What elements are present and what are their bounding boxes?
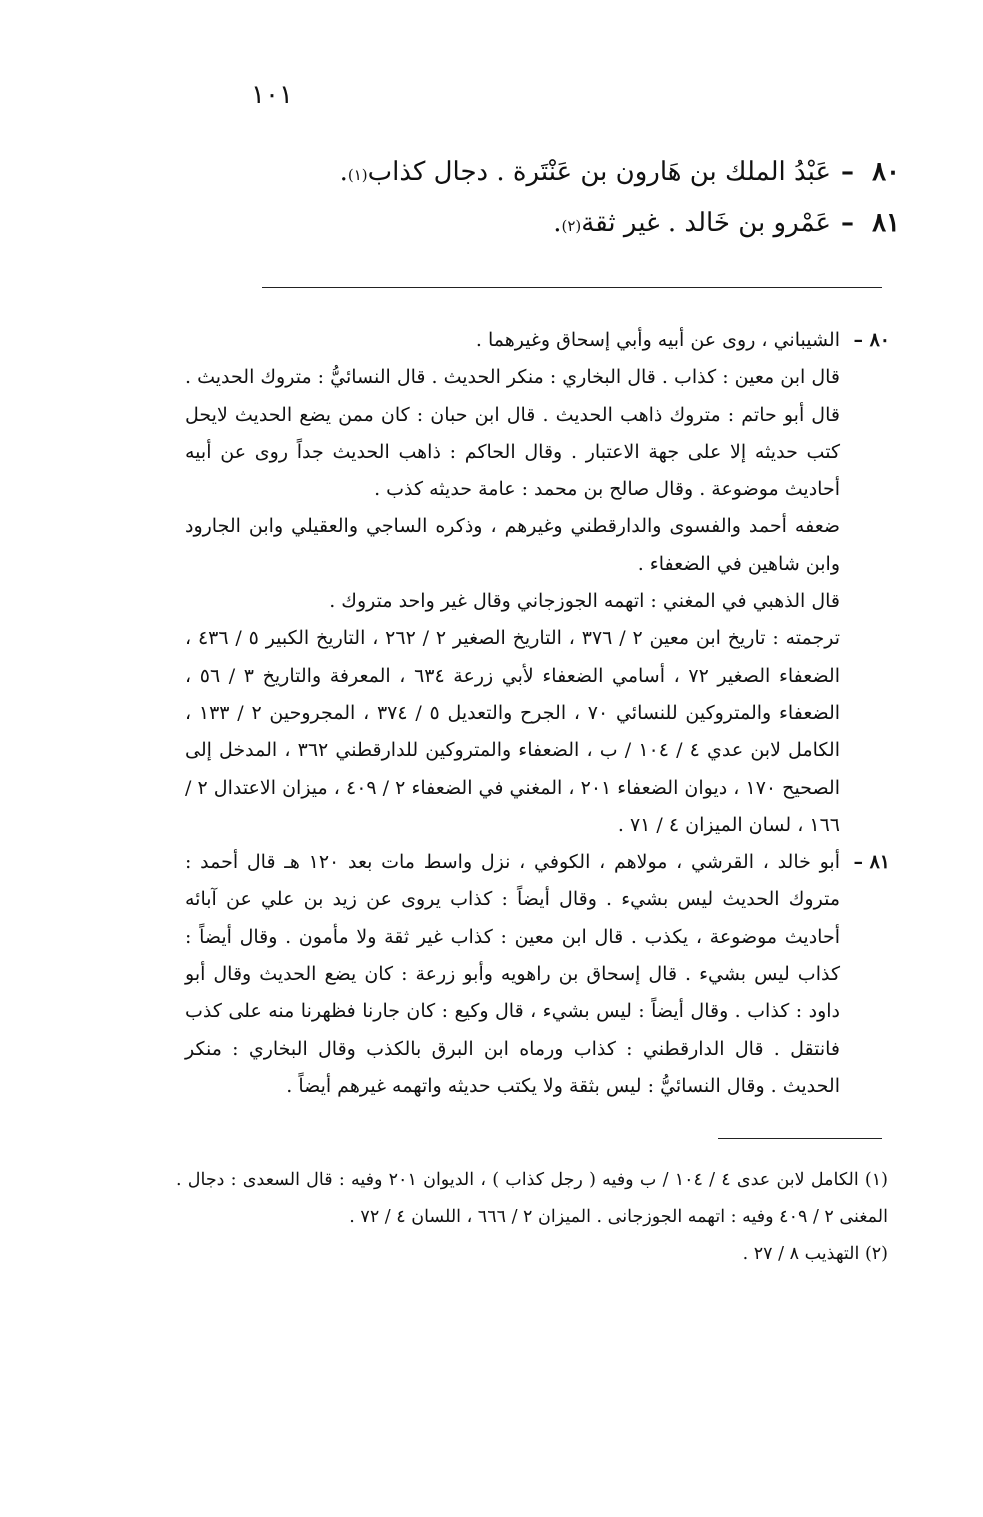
note-line: قال ابن معين : كذاب . قال البخاري : منكر الحديث . قال النسائيُّ : متروك الحديث . [185,366,840,389]
entry-dash: – [841,157,854,187]
footnotes [176,1162,888,1273]
entry-text: عَمْرو بن خَالد . غير ثقة [581,208,831,238]
entry-end: . [553,208,562,238]
note-81 [185,844,890,1105]
footnote-1: (١) الكامل لابن عدى ٤ / ١٠٤ / ب وفيه ( رجل كذاب ) ، الديوان ٢٠١ وفيه : قال السعدى : دجال . المغنى ٢ / ٤٠٩ وفيه : اتهمه الجوزجانى . الميزان ٢ / ٦٦٦ ، اللسان ٤ / ٧٢ . [176,1170,888,1227]
note-line: أبو خالد ، القرشي ، مولاهم ، الكوفي ، نزل واسط مات بعد ١٢٠ هـ قال أحمد : متروك الحديث ليس بشيء . وقال أيضاً : كذاب يروى عن زيد بن علي عن آبائه أحاديث موضوعة ، يكذب . قال ابن معين : كذاب غير ثقة ولا مأمون . وقال أيضاً : كذاب ليس بشيء . قال إسحاق بن راهويه وأبو زرعة : كان يضع الحديث وقال أبو داود : كذاب . وقال أيضاً : ليس بشيء ، قال وكيع : كان جارنا فظهرنا منه على كذب فانتقل . قال الدارقطني : كذاب ورماه ابن البرق بالكذب وقال البخاري : منكر الحديث . وقال النسائيُّ : ليس بثقة ولا يكتب حديثه واتهمه غيرهم أيضاً . [185,851,840,1097]
note-line: ضعفه أحمد والفسوى والدارقطني وغيرهم ، وذكره الساجي والعقيلي وابن الجارود وابن شاهين في الضعفاء . [185,515,840,575]
section-divider [262,287,882,288]
entry-number: ٨٠ [872,157,900,187]
note-line: قال أبو حاتم : متروك ذاهب الحديث . قال ابن حبان : كان ممن يضع الحديث لايحل كتب حديثه إلا على جهة الاعتبار . وقال الحاكم : ذاهب الحديث جداً روى عن أبيه أحاديث موضوعة . وقال صالح بن محمد : عامة حديثه كذب . [185,403,840,501]
note-80 [185,322,890,844]
entry-80 [300,148,900,199]
entry-text: عَبْدُ الملك بن هَارون بن عَنْتَرة . دجال كذاب [367,157,831,187]
footnote-ref: (٢) [561,217,582,235]
note-number: ٨٠ – [853,329,890,351]
entry-dash: – [841,208,854,238]
footnote-2: (٢) التهذيب ٨ / ٢٧ . [742,1244,888,1264]
footnote-ref: (١) [347,166,368,184]
entry-81 [300,199,900,250]
entry-number: ٨١ [872,208,900,238]
commentary-notes [185,322,890,1105]
note-line: قال الذهبي في المغني : اتهمه الجوزجاني وقال غير واحد متروك . [329,590,840,613]
page-number: ١٠١ [251,80,293,110]
note-line: ترجمته : تاريخ ابن معين ٢ / ٣٧٦ ، التاريخ الصغير ٢ / ٢٦٢ ، التاريخ الكبير ٥ / ٤٣٦ ، الضعفاء الصغير ٧٢ ، أسامي الضعفاء لأبي زرعة ٦٣٤ ، المعرفة والتاريخ ٣ / ٥٦ ، الضعفاء والمتروكين للنسائي ٧٠ ، الجرح والتعديل ٥ / ٣٧٤ ، المجروحين ٢ / ١٣٣ ، الكامل لابن عدي ٤ / ١٠٤ / ب ، الضعفاء والمتروكين للدارقطني ٣٦٢ ، المدخل إلى الصحيح ١٧٠ ، ديوان الضعفاء ٢٠١ ، المغني في الضعفاء ٢ / ٤٠٩ ، ميزان الاعتدال ٢ / ١٦٦ ، لسان الميزان ٤ / ٧١ . [185,627,841,836]
entry-end: . [339,157,348,187]
footnote-divider [718,1138,882,1139]
note-number: ٨١ – [853,851,890,874]
note-line: الشيباني ، روى عن أبيه وأبي إسحاق وغيرهما . [475,329,840,351]
main-entries [300,148,900,250]
